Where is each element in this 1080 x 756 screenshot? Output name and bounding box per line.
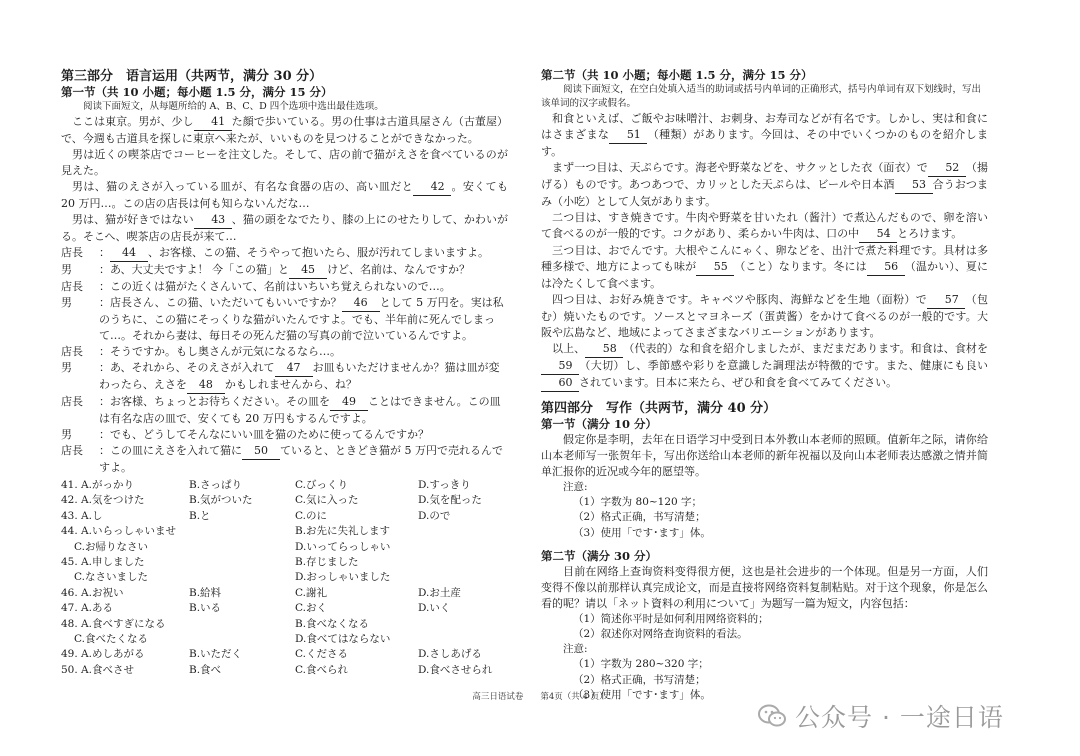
answer-blank: 60: [541, 375, 579, 392]
dialog: [61, 245, 508, 476]
writing-note: （2）格式正确，书写清楚；: [573, 511, 706, 524]
dialog-line: [61, 360, 508, 394]
writing-note: （2）格式正确，书写清楚；: [573, 673, 706, 686]
option-choice: [189, 632, 295, 647]
option-choice: 46. A.お祝い: [61, 586, 124, 599]
answer-blank: 43: [194, 212, 232, 229]
cloze-paragraph: [541, 210, 988, 243]
cloze-paragraph: [541, 243, 988, 292]
option-choice: B.存じました: [295, 556, 359, 569]
dialog-line: [61, 427, 508, 443]
option-choice: C.のに: [295, 509, 327, 522]
option-row: [61, 601, 508, 616]
answer-blank: 57: [927, 292, 965, 309]
dialog-text-segment: として 5 万円を。実は私のうちに、この猫にそっくりな猫がいたんですよ。でも、半年前に死んでしまって…。それから妻は、毎日その死んだ猫の写真の前で泣いているんですよ。: [99, 296, 504, 342]
option-choice: C.びっくり: [295, 479, 348, 491]
writing2-notes-label: 注意:: [563, 643, 588, 656]
dialog-text-segment: ：あ、それから、そのえさが入れて: [99, 361, 275, 374]
story-paragraph: [61, 212, 508, 245]
story-paragraph: [61, 114, 508, 147]
option-choice: D.食べてはならない: [295, 633, 391, 646]
option-row: [61, 647, 508, 662]
dialog-text: [99, 394, 508, 427]
watermark-text: 公众号 · 一途日语: [795, 703, 1004, 732]
option-choice: 48. A.食べすぎになる: [61, 617, 166, 630]
option-choice: 49. A.めしあがる: [61, 648, 145, 661]
option-choice: D.お土産: [418, 586, 461, 599]
dialog-text: [99, 443, 508, 476]
writing2-prompt: 目前在网络上查询资料变得很方便，这也是社会进步的一个体现。但是另一方面，人们变得不像以前那样认真完成论文，而是直接将网络资料复制粘贴。对于这个现象，你是怎么看的呢？请以「ネット資料の利用について」为题写一篇为短文，内容包括：: [541, 564, 988, 610]
part3-title: 第三部分 语言运用（共两节，满分 30 分）: [61, 69, 323, 84]
answer-blank: 53: [895, 177, 933, 194]
option-choice: C.食べたくなる: [74, 633, 148, 646]
dialog-text-segment: ：でも、どうしてそんなにいい皿を猫のために使ってるんですか？: [99, 428, 429, 441]
option-choice: [418, 617, 508, 632]
story-text-segment: た顔で歩いている。男の仕事は古道具屋さん（古董屋）で、今週も古道具を探しに東京へ来たが、いいものを見つけることができなかった。: [61, 115, 509, 145]
writing-note: （3）使用「です･ます」体。: [573, 688, 711, 701]
option-choice: 50. A.食べさせ: [61, 663, 134, 676]
story-paragraph: [61, 147, 508, 179]
dialog-text: [99, 245, 508, 262]
answer-blank: 41: [194, 114, 232, 131]
answer-blank: 51: [609, 127, 647, 144]
story-text-segment: 男は、猫のえさが入っている皿が、有名な食器の店の、高い皿だと: [72, 180, 414, 193]
dialog-line: [61, 262, 508, 279]
option-choice: 42. A.気をつけた: [61, 494, 145, 507]
dialog-text-segment: ていると、ときどき猫が 5 万円で売れるんですよ。: [99, 444, 503, 474]
answer-blank: 45: [289, 262, 327, 279]
speaker-label: 店長: [61, 444, 83, 457]
option-choice: D.いってらっしゃい: [295, 540, 391, 553]
writing-point: （1）简述你平时是如何利用网络资料的；: [573, 612, 769, 625]
dialog-text-segment: ：この近くは猫がたくさんいて、名前はいちいち覚えられないので…。: [99, 280, 451, 293]
option-choice: D.おっしゃいました: [295, 571, 391, 584]
option-choice: B.食べなくなる: [295, 617, 370, 630]
option-row: [61, 540, 508, 555]
dialog-text-segment: ：この皿にえさを入れて猫に: [99, 444, 242, 457]
speaker-label: 店長: [61, 246, 83, 259]
option-choice: 44. A.いらっしゃいませ: [61, 525, 176, 538]
option-choice: [189, 524, 295, 539]
option-row: [61, 509, 508, 524]
watermark: [757, 698, 1004, 734]
option-choice: 43. A.し: [61, 509, 103, 522]
option-row: [61, 524, 508, 539]
answer-blank: 50: [242, 443, 280, 460]
cloze-paragraph: [541, 341, 988, 392]
dialog-line: [61, 443, 508, 476]
writing1-notes-label: 注意:: [563, 481, 588, 493]
dialog-text-segment: かもしれませんから、ね？: [224, 378, 357, 391]
dialog-line: [61, 245, 508, 262]
section1-instructions: 阅读下面短文，从每题所给的 A、B、C、D 四个选项中选出最佳选项。: [83, 101, 384, 112]
cloze-text-segment: 以上、: [552, 342, 586, 355]
dialog-line: [61, 344, 508, 360]
option-choice: B.給料: [189, 586, 222, 599]
answer-options: [61, 478, 508, 678]
dialog-text-segment: ：: [99, 246, 110, 259]
dialog-text-segment: ことはできません。この皿は有名な店の皿で、安くても 20 万円もするんですよ。: [99, 395, 501, 425]
option-row: [61, 555, 508, 570]
dialog-text-segment: ：店長さん、この猫、いただいてもいいですか？: [99, 296, 342, 309]
option-choice: D.さしあげる: [418, 648, 482, 661]
answer-blank: 47: [275, 360, 313, 377]
story-text-segment: 男は、猫が好きではない: [72, 213, 194, 226]
writing-note: （1）字数为 280~320 字；: [573, 658, 709, 671]
right-column: [541, 68, 988, 703]
dialog-text-segment: けど、名前は、なんですか？: [327, 263, 471, 276]
section2-instructions: 阅读下面短文，在空白处填入适当的助词或括号内单词的正确形式，括号内单词有双下划线时，写出该单词的汉字或假名。: [541, 84, 982, 109]
writing2-points: [541, 612, 988, 642]
cloze-text-segment: 三つ目は、おでんです。大根やこんにゃく、卵などを、出汁で煮た料理です。具材は多種多様で、地方によっても味が: [541, 244, 988, 273]
wechat-icon: [757, 703, 787, 729]
answer-blank: 54: [859, 226, 897, 243]
option-choice: [189, 617, 295, 632]
dialog-text-segment: ：お客様、ちょっとお待ちください。その皿を: [99, 395, 330, 408]
speaker-label: 店長: [61, 345, 83, 358]
option-row: [61, 478, 508, 493]
answer-blank: 56: [867, 259, 905, 276]
option-choice: [418, 524, 508, 539]
writing1-notes: [541, 495, 988, 541]
cloze-text-segment: （こと）なります。冬には: [734, 260, 867, 273]
speaker-label: 男: [61, 428, 72, 441]
story-text-segment: 、猫の頭をなでたり、膝の上にのせたりして、かわいがる。そこへ、喫茶店の店長が来て…: [61, 213, 509, 243]
option-choice: [418, 570, 508, 585]
cloze-text-segment: （温かい）、夏には冷たくして食べます。: [541, 260, 989, 290]
speaker-label: 男: [61, 263, 72, 276]
dialog-text-segment: ：そうですか。もし奥さんが元気になるなら…。: [99, 345, 341, 358]
dialog-line: [61, 279, 508, 295]
option-choice: D.ので: [418, 509, 451, 522]
cloze-paragraph: [541, 160, 988, 210]
dialog-line: [61, 295, 508, 344]
option-choice: B.お先に失礼します: [295, 525, 391, 538]
page-footer: 高三日语试卷 第4页（共 4 页）: [472, 692, 608, 702]
option-choice: B.食べ: [189, 663, 222, 676]
option-choice: 47. A.ある: [61, 602, 113, 615]
speaker-label: 店長: [61, 395, 83, 408]
dialog-text: [99, 427, 508, 443]
answer-blank: 58: [585, 341, 623, 358]
writing2-title: 第二节（满分 30 分）: [541, 548, 658, 563]
option-choice: B.さっぱり: [189, 479, 243, 491]
dialog-text: [99, 262, 508, 279]
story-text-segment: 。安くても 20 万円…。この店の店長は何も知らないんだな…: [61, 180, 508, 210]
writing-note: （1）字数为 80~120 字；: [573, 496, 703, 509]
story-text-segment: 男は近くの喫茶店でコーヒーを注文した。そして、店の前で猫がえさを食べているのが見えた。: [61, 148, 508, 177]
cloze-paragraph: [541, 292, 988, 341]
cloze-text-segment: されています。日本に来たら、ぜひ和食を食べてみてください。: [579, 376, 898, 389]
cloze-text-segment: （揚げる）ものです。あつあつで、カリッとした天ぷらは、ビールや日本酒: [541, 161, 989, 191]
option-choice: C.気に入った: [295, 494, 359, 507]
option-choice: B.気がついた: [189, 494, 253, 507]
answer-blank: 44: [110, 245, 148, 262]
story-paragraph: [61, 179, 508, 212]
section2-title: 第二节（共 10 小题；每小题 1.5 分，满分 15 分）: [541, 68, 813, 82]
writing1-title: 第一节（满分 10 分）: [541, 417, 658, 431]
option-choice: B.と: [189, 509, 211, 522]
cloze-text-segment: とろけます。: [897, 227, 963, 240]
cloze-passage: [541, 111, 988, 392]
dialog-text-segment: ：あ、大丈夫ですよ！ 今「この猫」と: [99, 263, 290, 276]
dialog-text-segment: 、お客様、この猫、そうやって抱いたら、服が汚れてしまいますよ。: [148, 246, 489, 259]
cloze-text-segment: 合うおつまみ（小吃）として人気があります。: [541, 178, 988, 208]
option-row: [61, 570, 508, 585]
option-choice: [189, 540, 295, 555]
cloze-text-segment: （代表的）な和食を紹介しましたが、まだまだあります。和食は、食材を: [623, 342, 989, 355]
option-choice: C.なさいました: [74, 571, 148, 584]
answer-blank: 42: [413, 179, 451, 196]
option-choice: [418, 540, 508, 555]
option-choice: C.食べられ: [295, 663, 348, 676]
option-choice: C.お帰りなさい: [74, 540, 148, 553]
answer-blank: 55: [696, 259, 734, 276]
speaker-label: 男: [61, 361, 72, 374]
writing1-prompt: 假定你是李明，去年在日语学习中受到日本外教山本老师的照顾。值新年之际，请你给山本老师写一张贺年卡，写出你送给山本老师的新年祝福以及向山本老师表达感激之情并简单汇报你的近况或今年的愿望等。: [541, 433, 988, 478]
writing-note: （3）使用「です･ます」体。: [573, 526, 711, 539]
option-row: [61, 493, 508, 508]
answer-blank: 46: [342, 295, 380, 312]
answer-blank: 49: [330, 394, 368, 411]
cloze-text-segment: （包む）焼いたものです。ソースとマヨネーズ（蛋黄酱）をかけて食べるのが一般的です。大阪や広島など、地域によってさまざまなバリエーションがあります。: [541, 293, 988, 339]
cloze-text-segment: 和食といえば、ご飯やお味噌汁、お刺身、お寿司などが有名です。しかし、実は和食にはさまざまな: [541, 112, 988, 141]
story-text-segment: ここは東京。男が、少し: [72, 115, 194, 128]
option-choice: 45. A.申しました: [61, 556, 145, 569]
writing-point: （2）叙述你对网络查询资料的看法。: [573, 628, 748, 641]
option-choice: C.くださる: [295, 648, 348, 661]
cloze-text-segment: （大切）し、季節感や彩りを意識した調理法が特徴的です。また、健康にも良い: [579, 359, 988, 372]
story-text: [61, 114, 508, 245]
answer-blank: 48: [187, 377, 225, 394]
speaker-label: 男: [61, 296, 72, 309]
dialog-text: [99, 295, 508, 344]
left-column: [61, 68, 508, 678]
option-row: [61, 632, 508, 647]
answer-blank: 59: [541, 358, 579, 375]
option-choice: D.食べさせられ: [418, 663, 493, 676]
dialog-line: [61, 394, 508, 427]
option-choice: [418, 555, 508, 570]
cloze-text-segment: まず一つ目は、天ぷらです。海老や野菜などを、サクッとした衣（面衣）で: [552, 161, 928, 174]
dialog-text-segment: お皿もいただけませんか？猫は皿が変わったら、えさを: [99, 361, 500, 391]
option-choice: D.いく: [418, 602, 451, 615]
option-choice: 41. A.がっかり: [61, 479, 134, 491]
option-choice: [189, 555, 295, 570]
option-choice: B.いただく: [189, 648, 243, 661]
cloze-paragraph: [541, 111, 988, 160]
option-choice: C.謝礼: [295, 586, 327, 599]
cloze-text-segment: 二つ目は、すき焼きです。牛肉や野菜を甘いたれ（酱汁）で煮込んだもので、卵を溶いて食べるのが一般的です。コクがあり、柔らかい牛肉は、口の中: [541, 211, 988, 240]
option-choice: B.いる: [189, 602, 222, 615]
option-choice: D.気を配った: [418, 494, 482, 507]
part4-title: 第四部分 写作（共两节，满分 40 分）: [541, 401, 777, 416]
option-choice: [189, 570, 295, 585]
option-row: [61, 617, 508, 632]
option-row: [61, 586, 508, 601]
cloze-text-segment: （種類）があります。今回は、その中でいくつかのものを紹介します。: [541, 128, 988, 158]
cloze-text-segment: 四つ目は、お好み焼きです。キャベツや豚肉、海鮮などを生地（面粉）で: [552, 293, 928, 306]
dialog-text: [99, 344, 508, 360]
dialog-text: [99, 279, 508, 295]
answer-blank: 52: [928, 160, 966, 177]
option-choice: [418, 632, 508, 647]
option-choice: D.すっきり: [418, 479, 471, 491]
speaker-label: 店長: [61, 280, 83, 293]
section1-title: 第一节（共 10 小题；每小题 1.5 分，满分 15 分）: [61, 85, 333, 99]
option-row: [61, 663, 508, 678]
dialog-text: [99, 360, 508, 394]
option-choice: C.おく: [295, 602, 327, 615]
